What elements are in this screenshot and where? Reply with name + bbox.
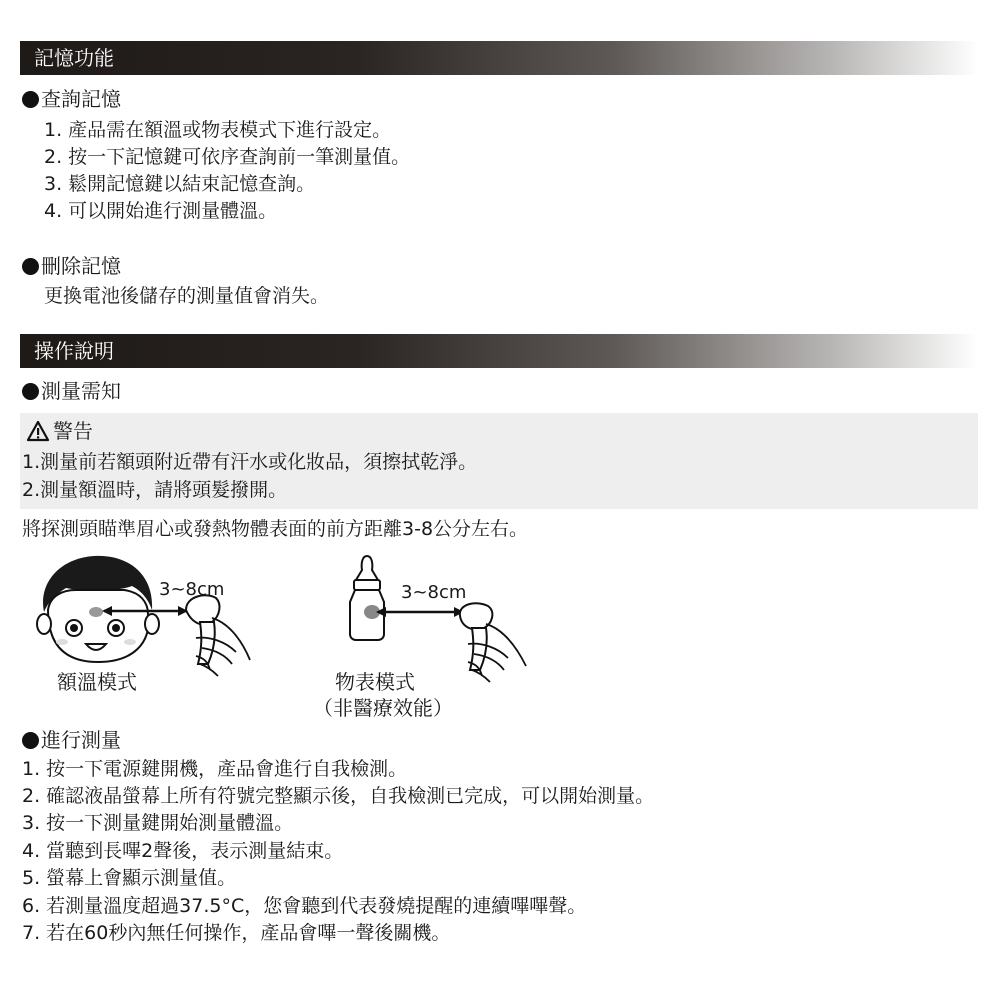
bullet-dot-icon [22, 258, 39, 275]
bullet-dot-icon [22, 383, 39, 400]
measure-step-6: 6. 若測量溫度超過37.5°C，您會聽到代表發燒提醒的連續嗶嗶聲。 [22, 895, 587, 917]
forehead-mode-illustration [36, 552, 266, 682]
query-step-2: 2. 按一下記憶鍵可依序查詢前一筆測量值。 [44, 146, 411, 168]
child-face-icon [37, 556, 159, 662]
bullet-dot-icon [22, 91, 39, 108]
operation-section-title: 操作說明 [20, 334, 978, 368]
object-mode-illustration [350, 556, 540, 686]
baby-bottle-icon [350, 556, 384, 640]
warning-triangle-icon [26, 420, 50, 442]
forehead-distance-label: 3~8cm [159, 579, 225, 600]
query-step-4: 4. 可以開始進行測量體溫。 [44, 200, 278, 222]
measure-step-4: 4. 當聽到長嗶2聲後，表示測量結束。 [22, 840, 344, 862]
aim-instruction: 將探測頭瞄準眉心或發熱物體表面的前方距離3-8公分左右。 [22, 518, 529, 540]
thermometer-in-hand-icon [186, 595, 250, 676]
memory-section-title: 記憶功能 [20, 41, 978, 75]
measure-step-7: 7. 若在60秒內無任何操作，產品會嗶一聲後關機。 [22, 922, 451, 944]
warning-item-1: 1.測量前若額頭附近帶有汗水或化妝品，須擦拭乾淨。 [22, 451, 478, 473]
perform-measurement-heading: 進行測量 [22, 727, 121, 753]
forehead-mode-label: 額溫模式 [57, 670, 137, 694]
object-mode-label: 物表模式 [335, 670, 415, 694]
measure-step-2: 2. 確認液晶螢幕上所有符號完整顯示後，自我檢測已完成，可以開始測量。 [22, 785, 655, 807]
query-memory-heading: 查詢記憶 [22, 86, 121, 112]
warning-label: 警告 [53, 419, 93, 443]
measurement-notice-heading: 測量需知 [22, 378, 121, 404]
warning-item-2: 2.測量額溫時，請將頭髮撥開。 [22, 479, 288, 501]
distance-arrow-icon [376, 607, 464, 617]
query-step-1: 1. 產品需在額溫或物表模式下進行設定。 [44, 119, 392, 141]
measure-step-1: 1. 按一下電源鍵開機，產品會進行自我檢測。 [22, 758, 408, 780]
delete-memory-heading: 刪除記憶 [22, 253, 121, 279]
thermometer-in-hand-icon [460, 603, 526, 682]
measure-step-5: 5. 螢幕上會顯示測量值。 [22, 867, 237, 889]
measure-step-3: 3. 按一下測量鍵開始測量體溫。 [22, 812, 294, 834]
object-mode-sublabel: （非醫療效能） [313, 696, 453, 720]
bullet-dot-icon [22, 732, 39, 749]
object-distance-label: 3~8cm [401, 582, 467, 603]
query-step-3: 3. 鬆開記憶鍵以結束記憶查詢。 [44, 173, 316, 195]
delete-memory-text: 更換電池後儲存的測量值會消失。 [44, 285, 330, 307]
